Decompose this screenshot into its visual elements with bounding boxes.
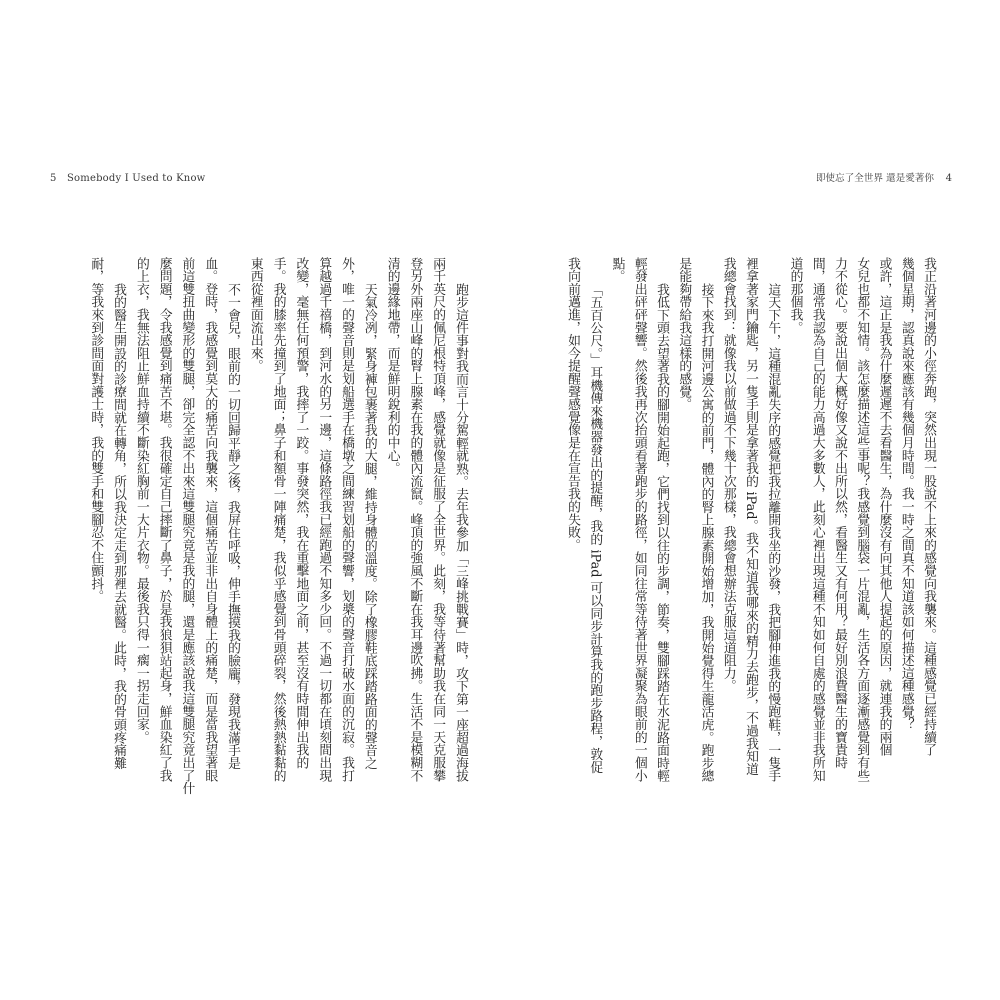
text-column: 天氣冷冽，緊身褲包裹著我的大腿，維持身體的溫度。除了橡膠鞋底踩踏路面的聲音之 bbox=[361, 282, 377, 769]
text-column: 我向前邁進，如今提醒聲感覺像是在宣告我的失敗。 bbox=[565, 257, 580, 552]
text-column: 間，通常我認為自己的能力高過大多數人，此刻心裡出現這種不知如何自處的感覺並非我所知 bbox=[809, 257, 825, 782]
text-column: 接下來我打開河邊公寓的前門，體內的腎上腺素開始增加，我開始覺得生龍活虎。跑步總 bbox=[698, 282, 714, 782]
paragraph bbox=[243, 257, 380, 787]
text-column: 我低下頭去望著我的腳開始起跑，它們找到以往的步調，節奏，雙腳踩踏在水泥路面時輕 bbox=[654, 282, 669, 782]
text-column: 的上衣，我無法阻止鮮血持續不斷染紅胸前一大片衣物。最後我只得一瘸一拐走回家。 bbox=[133, 257, 149, 744]
text-column: 外，唯一的聲音則是划船選手在橋墩之間練習划船的聲響，划槳的聲音打破水面的沉寂。我打 bbox=[339, 257, 355, 782]
text-column: 裡拿著家門鑰匙，另一隻手則是拿著我的 iPad。我不知道我哪來的精力去跑步，不過我知道 bbox=[743, 257, 758, 776]
paragraph bbox=[783, 257, 939, 787]
text-column: 我的醫生開設的診療間就在轉角，所以我決定走到那裡去就醫。此時，我的骨頭疼痛難 bbox=[111, 282, 127, 769]
text-column: 改變，毫無任何預警，我摔了一跤。事發突然，我在重擊地面之前，甚至沒有時間伸出我的 bbox=[293, 257, 309, 769]
paragraph bbox=[83, 257, 129, 787]
paragraph bbox=[672, 257, 717, 787]
text-column: 登另外兩座山峰的腎上腺素在我的體內流竄。峰頂的強風不斷在我耳邊吹拂。生活不是模糊不 bbox=[407, 257, 423, 782]
text-column: 不一會兒，眼前的一切回歸平靜之後，我屏住呼吸，伸手撫摸我的臉龐，發現我滿手是 bbox=[225, 282, 241, 769]
text-column: 是能夠帶給我這樣的感覺。 bbox=[676, 257, 692, 411]
paragraph bbox=[380, 257, 471, 787]
right-page-text bbox=[559, 257, 939, 787]
left-page-text bbox=[81, 257, 471, 795]
text-column: 麼問題，令我感覺到痛苦不堪。我很確定自己摔斷了鼻子，於是我狼狽站起身，鮮血染紅了我 bbox=[156, 257, 172, 782]
text-column: 東西從裡面流出來。 bbox=[247, 257, 263, 373]
text-column: 手。我的膝率先撞到了地面；鼻子和額骨一陣痛楚，我似乎感覺到骨頭碎裂，然後熱熱黏黏的 bbox=[270, 257, 286, 782]
text-column: 這天下午，這種混亂失序的感覺把我拉離開我坐的沙發，我把腳伸進我的慢跑鞋，一隻手 bbox=[765, 282, 781, 782]
text-column: 力不從心。要說出個大概好像又說不出所以然，看醫生又有何用？最好別浪費醫生的寶貴時 bbox=[832, 257, 847, 769]
left-page-number: 5 bbox=[50, 173, 57, 184]
right-running-title: 即使忘了全世界 還是愛著你 bbox=[815, 173, 934, 184]
text-column: 清的邊緣地帶，而是鮮明銳利的中心。 bbox=[384, 257, 400, 475]
text-column: 我正沿著河邊的小徑奔跑，突然出現一股說不上來的感覺向我襲來。這種感覺已經持續了 bbox=[921, 257, 936, 757]
text-column: 點。 bbox=[609, 257, 625, 283]
text-column: 「五百公尺。」耳機傳來機器發出的提醒，我的 iPad 可以同步計算我的跑步路程，敦促 bbox=[587, 282, 603, 774]
text-column: 我總會找到：就像我以前做過不下幾十次那樣，我總會想辦法克服這道阻力。 bbox=[720, 257, 736, 693]
paragraph bbox=[717, 257, 784, 787]
text-column: 耐，等我來到診間面對護士時，我的雙手和雙腳忍不住顫抖。 bbox=[88, 257, 104, 603]
text-column: 輕發出砰砰聲響。然後我再次抬頭看著跑步的路徑，如同往常等待著世界凝聚為眼前的一個小 bbox=[631, 257, 647, 782]
text-column: 女兒也都不知情。該怎麼描述這些事呢？我感覺到腦袋一片混亂，生活各方面逐漸感覺到有些 bbox=[854, 257, 870, 782]
text-column: 兩千英尺的佩尼根特頂峰，感覺就像是征服了全世界。此刻，我等待著幫助我在同一天克服攀 bbox=[430, 257, 446, 782]
text-column: 前這雙扭曲變形的雙腿，卻完全認不出來這雙腿究竟是我的腿，還是應該說我這雙腿究竟出了什 bbox=[179, 257, 195, 795]
right-page-number: 4 bbox=[945, 173, 952, 184]
text-column: 道的那個我。 bbox=[787, 257, 803, 334]
text-column: 算越過千禧橋，到河水的另一邊，這條路徑我已經跑過不知多少回。不過一切都在頃刻間出現 bbox=[316, 257, 332, 782]
text-column: 血。登時，我感覺到莫大的痛苦向我襲來，這個痛苦並非出自身體上的痛楚，而是當我望著眼 bbox=[202, 257, 218, 782]
text-column: 幾個星期，認真說來應該有幾個月時間。我一時之間真不知道該如何描述這種感覺？ bbox=[898, 257, 914, 731]
left-running-title: Somebody I Used to Know bbox=[67, 173, 206, 184]
paragraph bbox=[129, 257, 243, 795]
paragraph bbox=[561, 257, 606, 787]
paragraph bbox=[605, 257, 672, 787]
text-column: 或許，這正是我為什麼遲遲不去看醫生，為什麼沒有向其他人提起的原因，就連我的兩個 bbox=[876, 257, 892, 757]
text-column: 跑步這件事對我而言十分駕輕就熟。去年我參加「三峰挑戰賽」時，攻下第一座超過海拔 bbox=[453, 282, 468, 782]
